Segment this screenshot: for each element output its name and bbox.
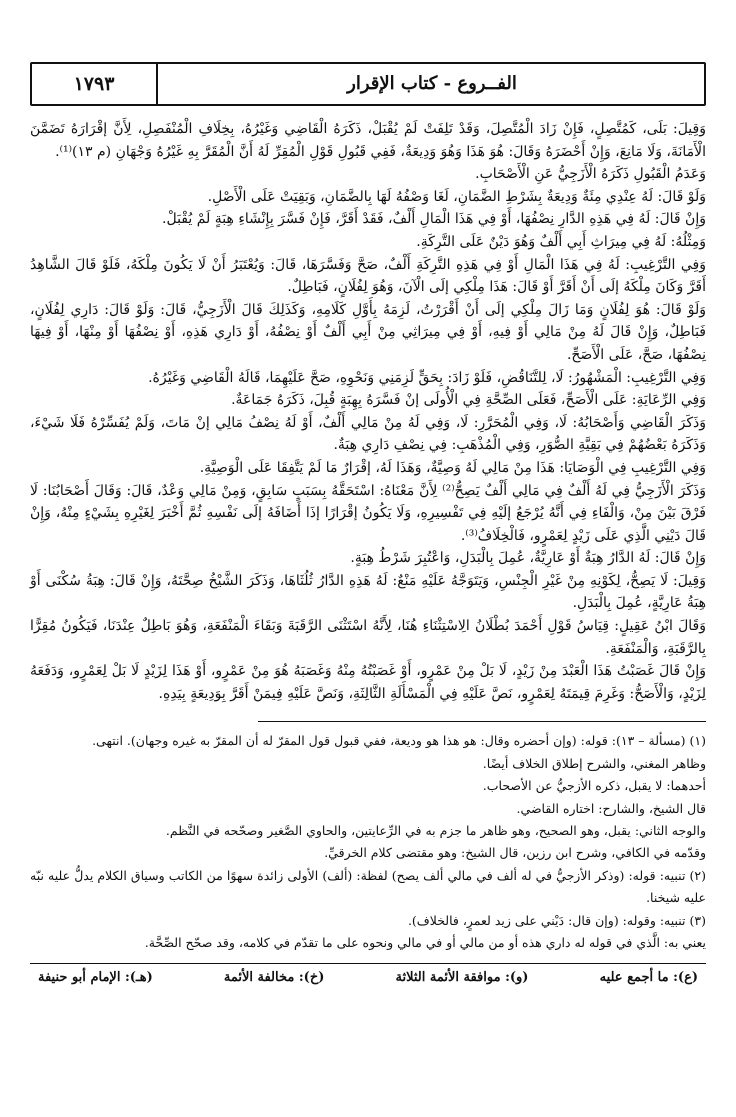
footnote-line: (٢) تنبيه: قوله: (وذكر الأزجيُّ في له ألف في مالي ألف يصح) لفظة: (ألف) الأولى زائدة سهوًا من الكاتب وسياق الكلام يدلُّ عليه نبّه عليه شيخنا.: [30, 867, 706, 906]
paragraph: وَذَكَرَ الْقَاضِي وَأَصْحَابُهُ: لَا، وَفِي الْمُحَرَّرِ: لَا، وَفِي لَهُ مِنْ مَالِي أَلْفٌ، أَوْ لَهُ نِصْفُ مَالِي إنْ مَاتَ، وَلَمْ يُفَسِّرْهُ فَلَا شَيْءَ، وَذَكَرَهُ بَعْضُهُمْ فِي بَقِيَّةِ الصُّوَرِ، وَفِي الْمُذْهَبِ: فِي نِصْفِ دَارِي هِبَةٌ.: [30, 414, 706, 454]
footnote-line: (٣) تنبيه: وقوله: (وإن قال: دَيْني على زيد لعمرٍ، فالخلاف).: [407, 912, 706, 928]
footnote-line: وقدّمه في الكافي، وشرح ابن رزين، قال الشيخ: وهو مقتضى كلام الخرقيِّ.: [324, 845, 706, 861]
paragraph: وَمِثْلُهُ: لَهُ فِي مِيرَاثِ أَبِي أَلْفٌ وَهُوَ دَيْنٌ عَلَى التَّرِكَةِ.: [416, 233, 706, 250]
paragraph: وَقَالَ ابْنُ عَقِيلٍ: قِيَاسُ قَوْلِ أَحْمَدَ بُطْلَانُ الِاسْتِثْنَاءِ هُنَا، لِأَنَّهُ اسْتَثْنَى الرَّقَبَةَ وَبَقَاءَ الْمَنْفَعَةِ، وَهُوَ بَاطِلٌ عِنْدَنَا، فَيَكُونُ مُقِرًّا بِالرَّقَبَةِ، وَالْمَنْفَعَةِ.: [30, 618, 706, 657]
page-title: الفــروع - كتاب الإقرار: [347, 73, 517, 94]
paragraph: وَإِنْ قَالَ: لَهُ الدَّارُ هِبَةٌ أَوْ عَارِيَّةٌ، عُمِلَ بِالْبَدَلِ، وَاعْتُبِرَ شَرْطُ هِبَةٍ.: [350, 550, 706, 567]
footnote-line: أحدهما: لا يقبل، ذكره الأزجيُّ عن الأصحاب.: [482, 778, 706, 794]
paragraph: وَلَوْ قَالَ: لَهُ عِنْدِي مِئَةٌ وَدِيعَةٌ بِشَرْطِ الضَّمَانِ، لَغَا وَصْفُهُ لَهَا بِالضَّمَانِ، وَبَقِيَتْ عَلَى الْأَصْلِ.: [207, 188, 706, 205]
page-header: [30, 62, 706, 106]
paragraph: وَفِي التَّرْغِيبِ فِي الْوَصَايَا: هَذَا مِنْ مَالِي لَهُ وَصِيَّةٌ، وَهَذَا لَهُ، إقْرَارٌ مَا لَمْ يَتَّفِقَا عَلَى الْوَصِيَّةِ.: [199, 459, 706, 476]
paragraph: وَإِنْ قَالَ غَصَبْتُ هَذَا الْعَبْدَ مِنْ زَيْدٍ، لَا بَلْ مِنْ عَمْرٍو، أَوْ غَصَبْتُهُ مِنْهُ وَغَصَبَهُ هُوَ مِنْ عَمْرٍو، أَوْ هَذَا لِزَيْدٍ لَا بَلْ لِعَمْرٍو، وَدَفَعَهُ لِزَيْدٍ، وَالْأَصَحُّ: وَغَرِمَ قِيمَتَهُ لِعَمْرٍو، نَصَّ عَلَيْهِ فِي الْمَسْأَلَةِ الثَّالِثَةِ، وَنَصَّ عَلَيْهِ فِيمَنْ أَقَرَّ بِوَدِيعَةٍ بِيَدِهِ.: [30, 663, 706, 702]
paragraph: وَلَوْ قَالَ: هُوَ لِفُلَانٍ وَمَا زَالَ مِلْكِي إلَى أَنْ أَقْرَرْتُ، لَزِمَهُ بِأَوَّلِ كَلَامِهِ، وَكَذَلِكَ قَالَ الْأَزَجِيُّ، قَالَ: وَلَوْ قَالَ: دَارِي لِفُلَانٍ، فَبَاطِلٌ، وَإِنْ قَالَ لَهُ مِنْ مَالِي أَوْ فِيهِ، أَوْ فِي مِيرَاثِي مِنْ أَبِي أَلْفٌ أَوْ نِصْفُهُ، أَوْ دَارِي هَذِهِ، أَوْ نِصْفُهَا أَوْ مِنْهَا، أَوْ فِيهَا نِصْفُهَا، صَحَّ، عَلَى الْأَصَحِّ.: [30, 301, 706, 363]
paragraph: وَإِنْ قَالَ: لَهُ فِي هَذِهِ الدَّارِ نِصْفُهَا، أَوْ فِي هَذَا الْمَالِ أَلْفٌ، فَقَدْ أَقَرَّ، فَإِنْ فَسَّرَ بِإِنْشَاءِ هِبَةٍ لَمْ يُقْبَلْ.: [162, 211, 706, 228]
footnote-line: وظاهر المغني، والشرح إطلاق الخلاف أيضًا.: [482, 755, 706, 771]
main-text: [30, 118, 706, 705]
legend-item: (خ): مخالفة الأئمة: [223, 969, 325, 985]
legend-item: (ع): ما أجمع عليه: [599, 969, 698, 985]
paragraph: وَفِي التَّرْغِيبِ: الْمَشْهُورُ: لَا، لِلتَّنَاقُضِ، فَلَوْ زَادَ: بِحَقٍّ لَزِمَنِي وَنَحْوِهِ، صَحَّ عَلَيْهِمَا، قَالَهُ الْقَاضِي وَغَيْرُهُ.: [148, 369, 706, 386]
paragraph: وَقِيلَ: لَا يَصِحُّ، لِكَوْنِهِ مِنْ غَيْرِ الْجِنْسِ، وَيَتَوَجَّهُ عَلَيْهِ مَنْعٌ: لَهُ هَذِهِ الدَّارُ ثُلُثَاهَا، وَذَكَرَ الشَّيْخُ صِحَّتَهُ، وَإِنْ قَالَ: هِبَةُ سُكْنَى أَوْ هِبَةُ عَارِيَّةٍ، عُمِلَ بِالْبَدَلِ.: [30, 572, 706, 612]
footnote-divider: [258, 721, 706, 722]
page: [30, 62, 706, 990]
paragraph: وَقِيلَ: بَلَى، كَمُتَّصِلٍ، فَإِنْ زَادَ الْمُتَّصِلَ، وَقَدْ تَلِفَتْ لَمْ يُقْبَلْ، ذَكَرَهُ الْقَاضِي وَغَيْرُهُ، بِخِلَافِ الْمُنْفَصِلِ، لِأَنَّ إقْرَارَهُ تَضَمَّنَ الْأَمَانَةَ، وَلَا مَانِعَ، وَإِنْ أَحْضَرَهُ وَقَالَ: هُوَ هَذَا وَهُوَ وَدِيعَةٌ، فَفِي قَبُولِ قَوْلِ الْمُقِرِّ لَهُ أَنَّ الْمُقَرَّ بِهِ غَيْرُهُ وَجْهَانِ (م ١٣)⁽¹⁾.: [30, 121, 706, 160]
footnotes: [30, 730, 706, 954]
symbol-legend: [30, 964, 706, 990]
paragraph: وَفِي الرِّعَايَةِ: عَلَى الْأَصَحِّ، فَعَلَى الصِّحَّةِ فِي الْأُولَى إنْ فَسَّرَهُ بِهِبَةٍ قُبِلَ، ذَكَرَهُ جَمَاعَةٌ.: [231, 392, 706, 409]
page-number: ١٧٩٣: [73, 73, 115, 95]
paragraph: وَفِي التَّرْغِيبِ: لَهُ فِي هَذَا الْمَالِ أَوْ فِي هَذِهِ التَّرِكَةِ أَلْفٌ، صَحَّ وَفَسَّرَهَا، قَالَ: وَيُعْتَبَرُ أَنْ لَا يَكُونَ مِلْكَهُ، فَلَوْ قَالَ الشَّاهِدُ أَقَرَّ وَكَانَ مِلْكَهُ إلَى أَنْ أَقَرَّ أَوْ قَالَ: هَذَا مِلْكِي إلَى الْآنَ، وَهُوَ لِفُلَانٍ، فَبَاطِلٌ.: [30, 256, 706, 296]
paragraph: وَعَدَمُ الْقَبُولِ ذَكَرَهُ الْأَزَجِيُّ عَنِ الْأَصْحَابِ.: [475, 166, 706, 183]
legend-item: (هـ): الإمام أبو حنيفة: [38, 969, 153, 985]
footnote-line: والوجه الثاني: يقبل، وهو الصحيح، وهو ظاهر ما جزم به في الرِّعايتين، والحاوي الصَّغير وصحّحه في النَّظم.: [165, 823, 706, 839]
footnote-line: يعني به: الَّذي في قوله له داري هذه أو من مالي أو في مالي ونحوه على ما تقدّم في كلامه، وقد صحّح الصِّحَّة.: [144, 935, 706, 951]
paragraph: وَذَكَرَ الْأَزَجِيُّ فِي لَهُ أَلْفٌ فِي مَالِي أَلْفٌ يَصِحُّ⁽²⁾ لِأَنَّ مَعْنَاهُ: اسْتَحَقَّهُ بِسَبَبٍ سَابِقٍ، وَمِنْ مَالِي وَعْدٌ، قَالَ: وَقَالَ أَصْحَابُنَا: لَا فَرْقَ بَيْنَ مِنْ، وَالْفَاءِ فِي أَنَّهُ يُرْجَعُ إلَيْهِ فِي تَفْسِيرِهِ، وَلَا يَكُونُ إقْرَارًا إذَا أَضَافَهُ إلَى نَفْسِهِ ثُمَّ أَخْبَرَ لِغَيْرِهِ بِشَيْءٍ مِنْهُ، وَإِنْ قَالَ دَيْنِي الَّذِي عَلَى زَيْدٍ لِعَمْرٍو، فَالْخِلَافُ⁽³⁾.: [30, 482, 706, 544]
footnote-line: (١) (مسألة – ١٣): قوله: (وإن أحضره وقال: هو هذا هو وديعة، ففي قبول قول المقرّ له أن المقرّ به غيره وجهان). انتهى.: [92, 733, 706, 749]
footnote-line: قال الشيخ، والشارح: اختاره القاضي.: [516, 800, 706, 816]
header-divider: [156, 64, 158, 104]
legend-item: (و): موافقة الأئمة الثلاثة: [395, 969, 529, 985]
